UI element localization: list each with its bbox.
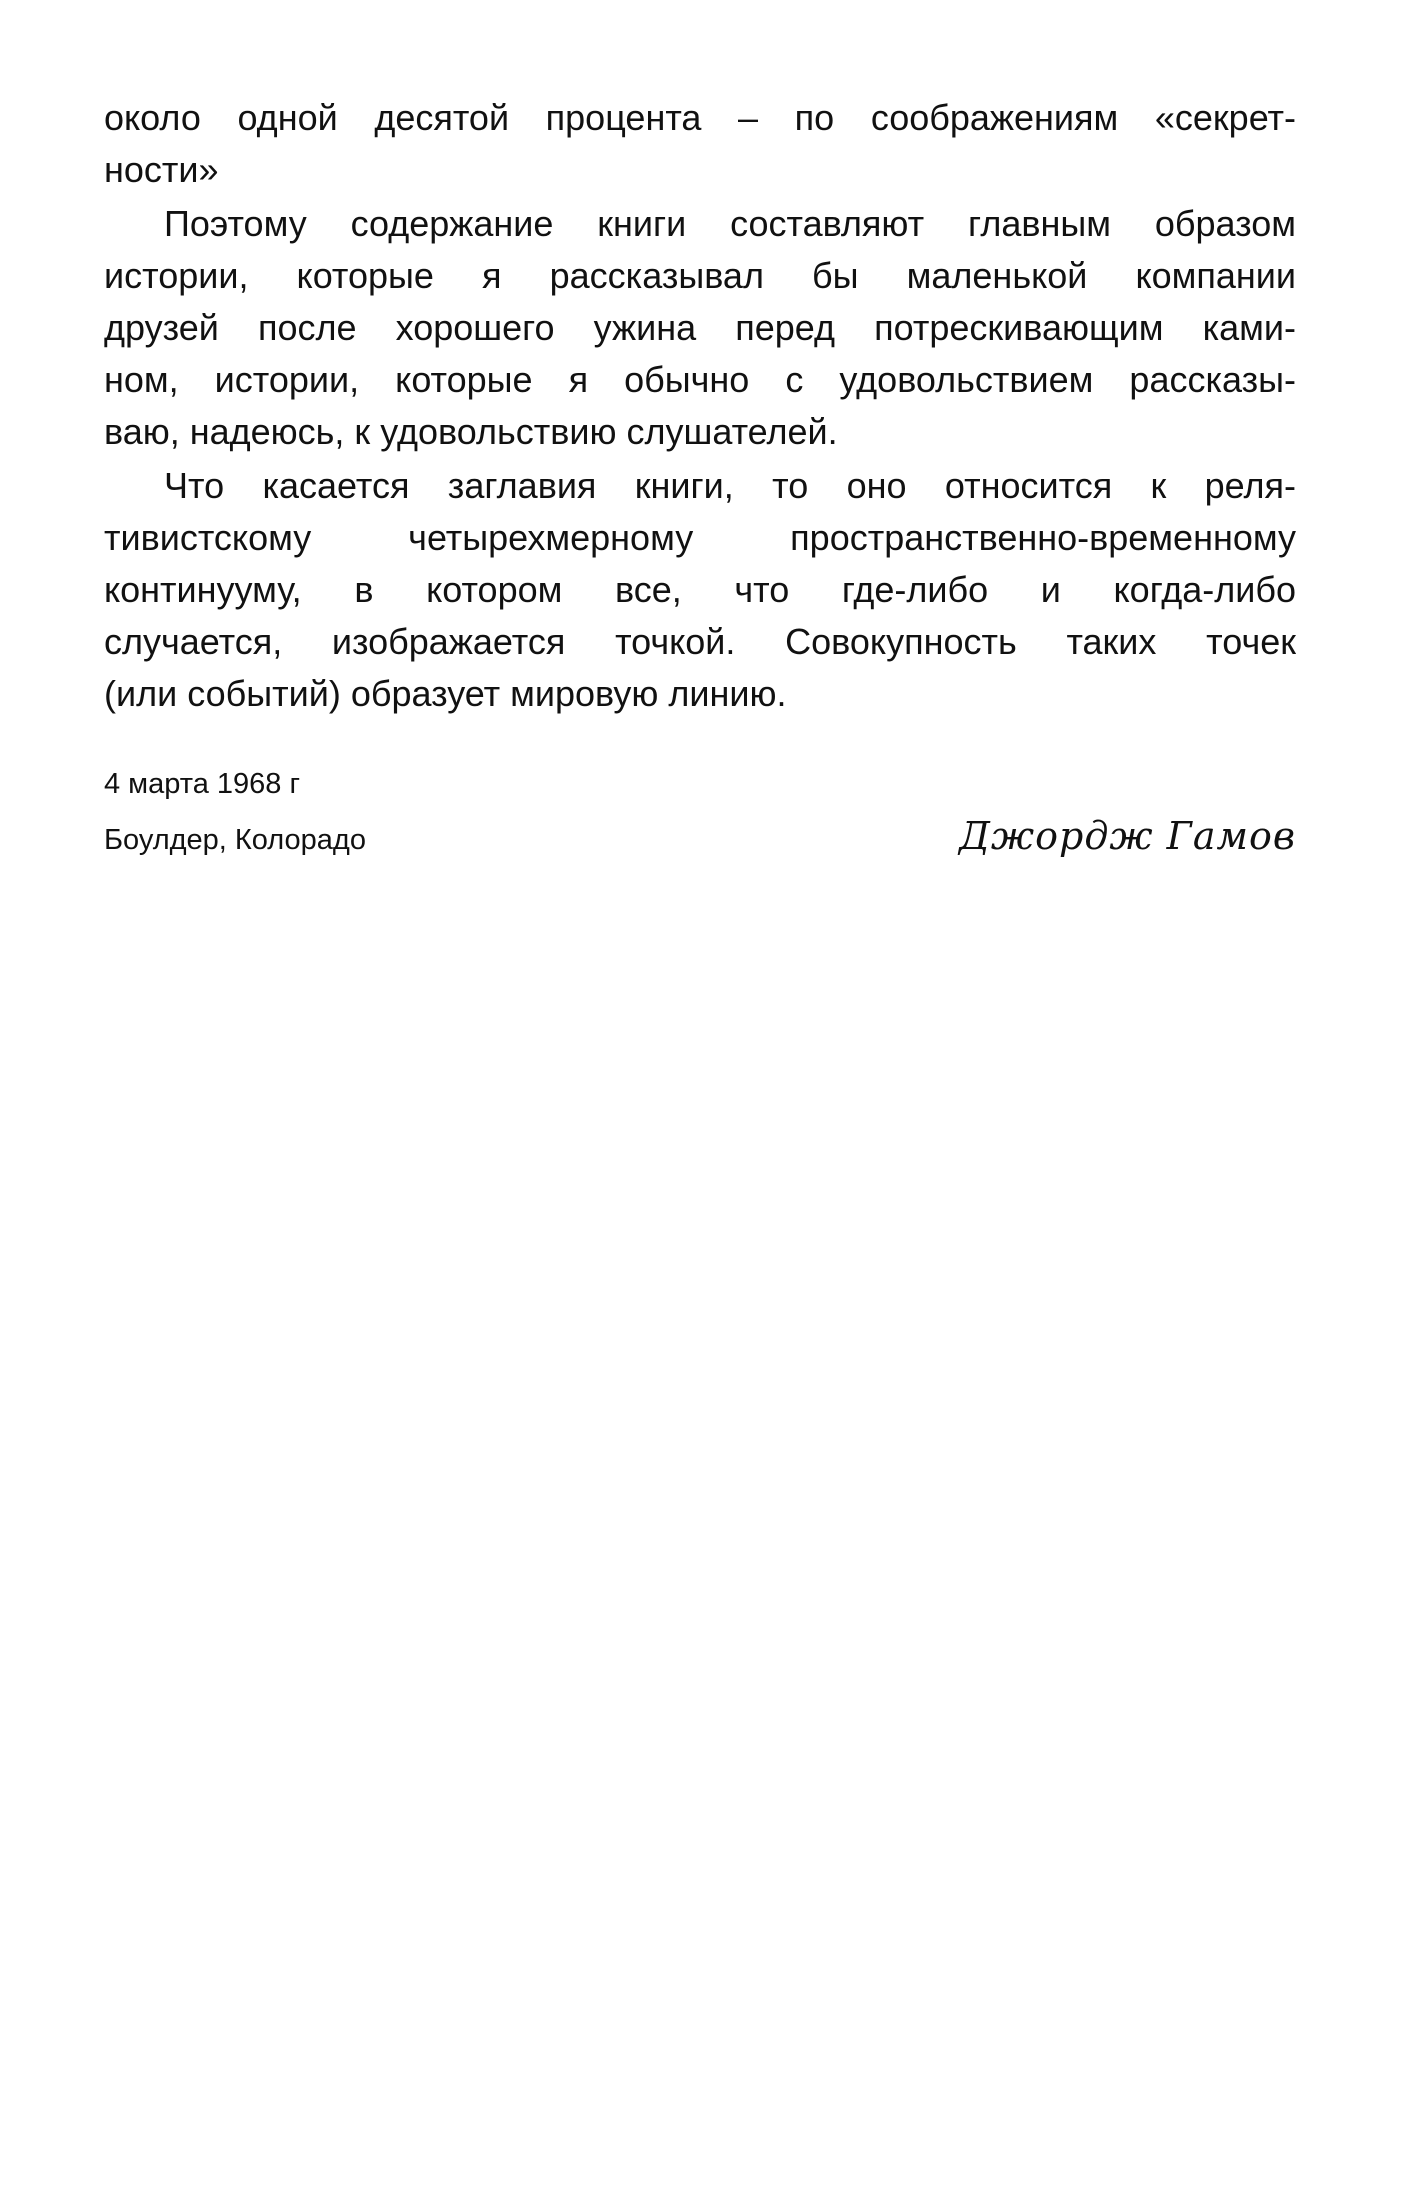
text-line: ваю, надеюсь, к удовольствию слушателей. [104,411,838,452]
text-line: тивистскому четырехмерному пространственно-временному [104,517,1296,558]
text-line: ном, истории, которые я обычно с удовольствием рассказы- [104,359,1296,400]
text-line: случается, изображается точкой. Совокупность таких точек [104,621,1296,662]
paragraph-first-line: Поэтому содержание книги составляют главным образом [164,203,1296,244]
place-line: Боулдер, Колорадо [104,824,366,856]
text-line: (или событий) образует мировую линию. [104,673,787,714]
text-line: друзей после хорошего ужина перед потрескивающим ками- [104,307,1296,348]
author-signature: Джордж Гамов [959,814,1296,858]
text-line: истории, которые я рассказывал бы маленькой компании [104,255,1296,296]
text-line: ности» [104,149,219,190]
text-line: около одной десятой процента – по соображениям «секрет- [104,97,1296,138]
paragraph-first-line: Что касается заглавия книги, то оно относится к реля- [164,465,1296,506]
text-line: континууму, в котором все, что где-либо и когда-либо [104,569,1296,610]
date-line: 4 марта 1968 г [104,768,301,800]
body-text [104,92,1296,720]
